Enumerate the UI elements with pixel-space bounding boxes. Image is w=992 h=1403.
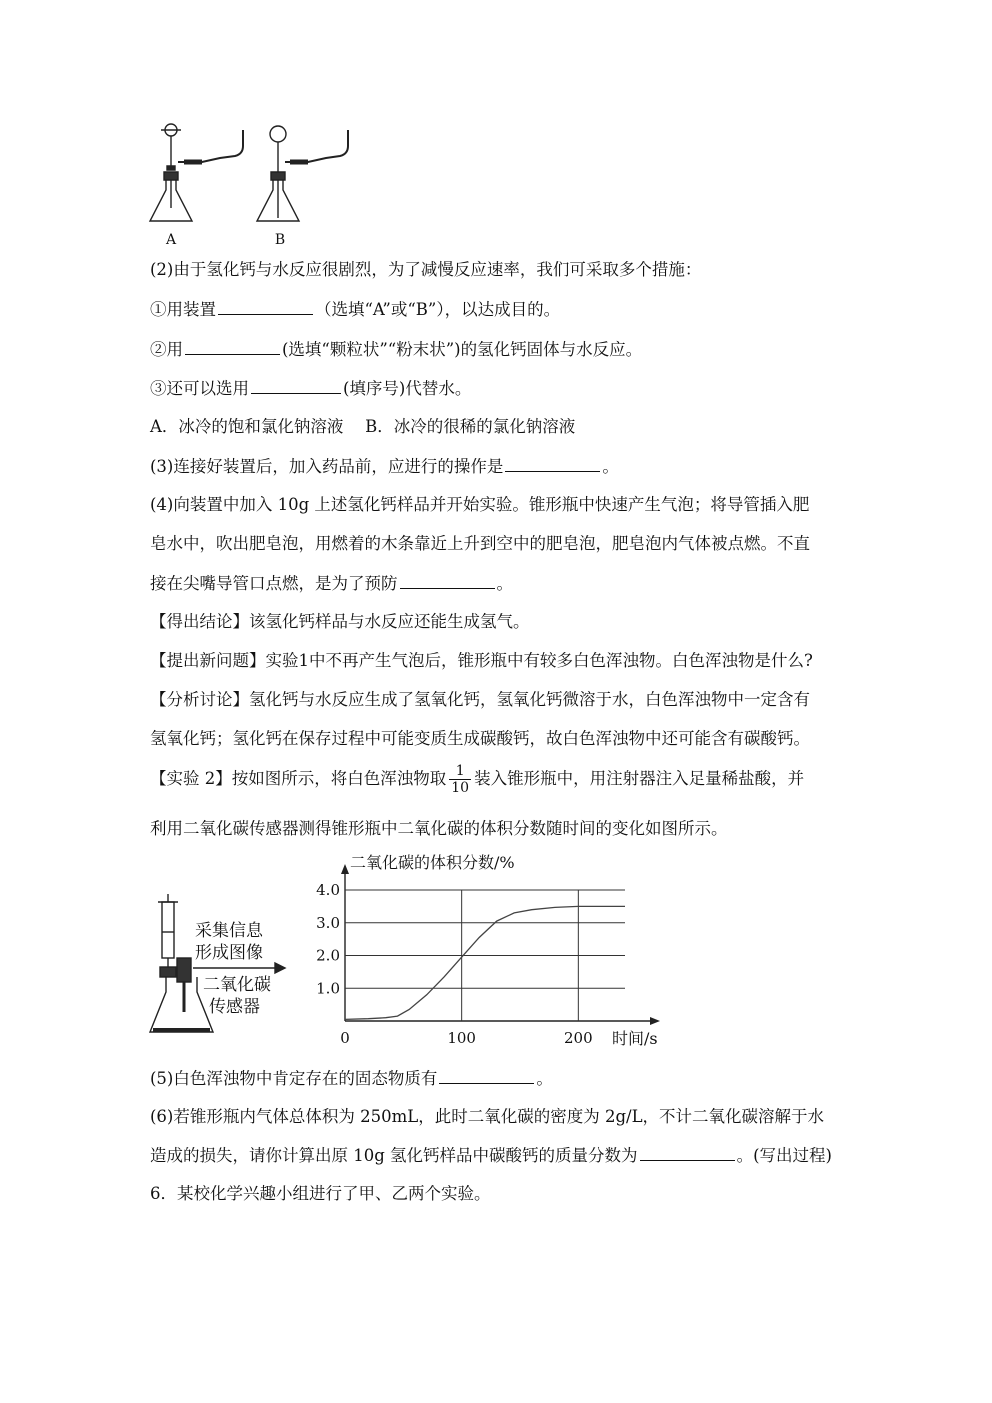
- q4-line1: (4)向装置中加入 10g 上述氢化钙样品并开始实验。锥形瓶中快速产生气泡；将导管插入肥: [150, 495, 810, 514]
- q6-line1: (6)若锥形瓶内气体总体积为 250mL，此时二氧化碳的密度为 2g/L，不计二氧化碳溶解于水: [150, 1107, 825, 1126]
- q3: (3)连接好装置后，加入药品前，应进行的操作是 。: [150, 457, 619, 476]
- answer-blank[interactable]: [218, 298, 313, 315]
- label-b: B: [274, 232, 286, 248]
- chart-xlabel: 时间/s: [612, 1029, 658, 1048]
- exp2-line1: 【实验 2】按如图所示，将白色浑浊物取 $\frac{1}{10}$ 装入锥形瓶中，用注射器注入足量稀盐酸，并: [150, 763, 805, 796]
- collect-label-1: 采集信息: [195, 921, 263, 941]
- conclusion: 【得出结论】该氢化钙样品与水反应还能生成氢气。: [150, 612, 530, 631]
- options: A．冰冷的饱和氯化钠溶液 B．冰冷的很稀的氯化钠溶液: [150, 417, 576, 436]
- sensor-label-1: 二氧化碳: [203, 975, 271, 995]
- label-a: A: [165, 232, 177, 248]
- answer-blank[interactable]: [439, 1067, 534, 1084]
- y-tick-label: 1.0: [316, 979, 340, 998]
- x-tick-label: 0: [340, 1029, 350, 1047]
- q2-text: (2)由于氢化钙与水反应很剧烈，为了减慢反应速率，我们可采取多个措施：: [150, 260, 702, 279]
- sensor-apparatus: [145, 892, 295, 1052]
- co2-chart: [300, 848, 680, 1054]
- answer-blank[interactable]: [400, 572, 495, 589]
- apparatus-figure: [140, 118, 370, 248]
- q2-1: ①用装置 （选填“A”或“B”），以达成目的。: [150, 300, 561, 319]
- x-axis-arrow-icon: [650, 1017, 660, 1025]
- analysis-line2: 氢氧化钙；氢化钙在保存过程中可能变质生成碳酸钙，故白色浑浊物中还可能含有碳酸钙。: [150, 729, 810, 748]
- new-question: 【提出新问题】实验1中不再产生气泡后，锥形瓶中有较多白色浑浊物。白色浑浊物是什么?: [150, 651, 813, 670]
- fraction: $\frac{1}{10}$: [451, 763, 470, 796]
- co2-series-line: [345, 906, 625, 1019]
- y-axis-arrow-icon: [341, 864, 349, 874]
- q2-3: ③还可以选用 (填序号)代替水。: [150, 379, 472, 398]
- apparatus-a: [150, 124, 243, 221]
- answer-blank[interactable]: [185, 338, 280, 355]
- y-tick-label: 3.0: [316, 913, 340, 932]
- exp2-line2: 利用二氧化碳传感器测得锥形瓶中二氧化碳的体积分数随时间的变化如图所示。: [150, 819, 728, 838]
- y-tick-label: 4.0: [316, 881, 340, 899]
- q5: (5)白色浑浊物中肯定存在的固态物质有 。: [150, 1069, 553, 1088]
- q6-line2: 造成的损失，请你计算出原 10g 氢化钙样品中碳酸钙的质量分数为 。(写出过程): [150, 1146, 832, 1165]
- answer-blank[interactable]: [251, 377, 341, 394]
- answer-blank[interactable]: [505, 455, 600, 472]
- q2-2: ②用 (选填“颗粒状”“粉末状”)的氢化钙固体与水反应。: [150, 340, 643, 359]
- y-tick-label: 2.0: [316, 946, 340, 965]
- collect-label-2: 形成图像: [195, 943, 263, 963]
- sensor-label-2: 传感器: [209, 997, 260, 1017]
- syringe-icon: [162, 902, 174, 958]
- q4-line2: 皂水中，吹出肥皂泡，用燃着的木条靠近上升到空中的肥皂泡，肥皂泡内气体被点燃。不直: [150, 534, 810, 553]
- analysis-line1: 【分析讨论】氢化钙与水反应生成了氢氧化钙，氢氧化钙微溶于水，白色浑浊物中一定含有: [150, 690, 810, 709]
- chart-ylabel: 二氧化碳的体积分数/%: [350, 853, 515, 872]
- x-tick-label: 100: [447, 1029, 476, 1047]
- apparatus-b: [257, 126, 348, 221]
- answer-blank[interactable]: [640, 1144, 735, 1161]
- q4-line3: 接在尖嘴导管口点燃，是为了预防 。: [150, 574, 513, 593]
- q6-next: 6．某校化学兴趣小组进行了甲、乙两个实验。: [150, 1184, 491, 1203]
- x-tick-label: 200: [564, 1029, 593, 1047]
